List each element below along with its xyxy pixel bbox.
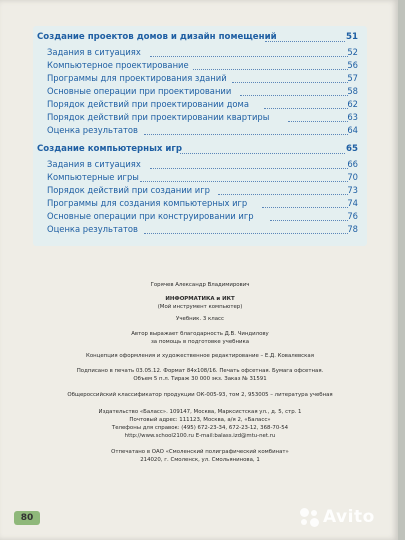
imprint-print-info: Подписано в печать 03.05.12. Формат 84х108/16. Печать офсетная. Бумага офсетная. bbox=[76, 368, 324, 374]
toc-item-page: 73 bbox=[347, 185, 358, 195]
imprint-thanks: Автор выражает благодарность Д.В. Чиндилову bbox=[131, 331, 269, 337]
imprint-publisher: Телефоны для справок: (495) 672-23-34, 672-23-12, 368-70-54 bbox=[111, 425, 289, 431]
toc-section-title: Создание компьютерных игр bbox=[37, 144, 183, 154]
toc-dots bbox=[193, 68, 348, 70]
imprint-publisher: http://www.school2100.ru E-mail:balass.izd@mtu-net.ru bbox=[124, 433, 276, 439]
toc-item: Оценка результатов bbox=[47, 125, 138, 135]
toc-dots bbox=[140, 180, 348, 182]
page-number: 80 bbox=[14, 511, 40, 525]
imprint-print-info: Объем 5 п.л. Тираж 30 000 экз. Заказ № 31591 bbox=[133, 376, 267, 382]
toc-dots bbox=[288, 120, 348, 122]
imprint-author: Горячев Александр Владимирович bbox=[150, 282, 250, 288]
toc-dots bbox=[150, 167, 348, 169]
toc-dots bbox=[218, 193, 348, 195]
toc-item: Порядок действий при проектировании дома bbox=[47, 99, 250, 109]
toc-item-page: 63 bbox=[347, 112, 358, 122]
toc-item-page: 66 bbox=[347, 159, 358, 169]
toc-dots bbox=[180, 152, 345, 154]
toc-dots bbox=[270, 219, 348, 221]
toc-item: Порядок действий при создании игр bbox=[47, 185, 210, 195]
toc-item: Порядок действий при проектировании квартиры bbox=[47, 112, 270, 122]
toc-item: Компьютерное проектирование bbox=[47, 60, 189, 70]
toc-dots bbox=[232, 81, 348, 83]
imprint-publisher: Почтовый адрес: 111123, Москва, а/я 2, «Баласс» bbox=[129, 417, 271, 423]
toc-item: Компьютерные игры bbox=[47, 172, 139, 182]
toc-dots bbox=[150, 55, 348, 57]
imprint-printer: Отпечатано в ОАО «Смоленский полиграфический комбинат» bbox=[111, 449, 289, 455]
toc-section-page: 65 bbox=[346, 144, 358, 154]
toc-item: Задания в ситуациях bbox=[47, 47, 141, 57]
toc-item: Задания в ситуациях bbox=[47, 159, 141, 169]
imprint-title: ИНФОРМАТИКА и ИКТ bbox=[165, 296, 235, 302]
imprint-thanks: за помощь в подготовке учебника bbox=[150, 339, 250, 345]
watermark-text: Avito bbox=[323, 507, 375, 527]
imprint-concept: Концепция оформления и художественное редактирование – Е.Д. Ковалевская bbox=[86, 353, 314, 359]
toc-dots bbox=[240, 94, 348, 96]
toc-dots bbox=[144, 133, 348, 135]
watermark bbox=[298, 505, 375, 529]
toc-section-title: Создание проектов домов и дизайн помещений bbox=[37, 32, 277, 42]
toc-item-page: 64 bbox=[347, 125, 358, 135]
toc-dots bbox=[262, 206, 348, 208]
avito-logo-icon bbox=[298, 506, 320, 528]
toc-item-page: 70 bbox=[347, 172, 358, 182]
toc-item: Основные операции при проектировании bbox=[47, 86, 232, 96]
toc-item-page: 62 bbox=[347, 99, 358, 109]
toc-dots bbox=[265, 40, 345, 42]
toc-section-page: 51 bbox=[346, 32, 358, 42]
imprint-classifier: Общероссийский классификатор продукции ОК-005-93, том 2, 953005 – литература учебная bbox=[67, 392, 333, 398]
imprint-publisher: Издательство «Баласс». 109147, Москва, Марксистская ул., д. 5, стр. 1 bbox=[98, 409, 302, 415]
toc-dots bbox=[144, 232, 348, 234]
imprint-subtitle: (Мой инструмент компьютер) bbox=[157, 304, 243, 310]
toc-item-page: 74 bbox=[347, 198, 358, 208]
imprint-printer: 214020, г. Смоленск, ул. Смольянинова, 1 bbox=[140, 457, 260, 463]
toc-item-page: 76 bbox=[347, 211, 358, 221]
imprint-edition: Учебник. 3 класс bbox=[176, 316, 224, 322]
toc-item: Программы для создания компьютерных игр bbox=[47, 198, 248, 208]
toc-item: Программы для проектирования зданий bbox=[47, 73, 227, 83]
toc-item-page: 56 bbox=[347, 60, 358, 70]
toc-dots bbox=[264, 107, 348, 109]
toc-item-page: 78 bbox=[347, 224, 358, 234]
toc-item-page: 57 bbox=[347, 73, 358, 83]
toc-item-page: 52 bbox=[347, 47, 358, 57]
toc-item-page: 58 bbox=[347, 86, 358, 96]
toc-item: Основные операции при конструировании игр bbox=[47, 211, 254, 221]
toc-item: Оценка результатов bbox=[47, 224, 138, 234]
